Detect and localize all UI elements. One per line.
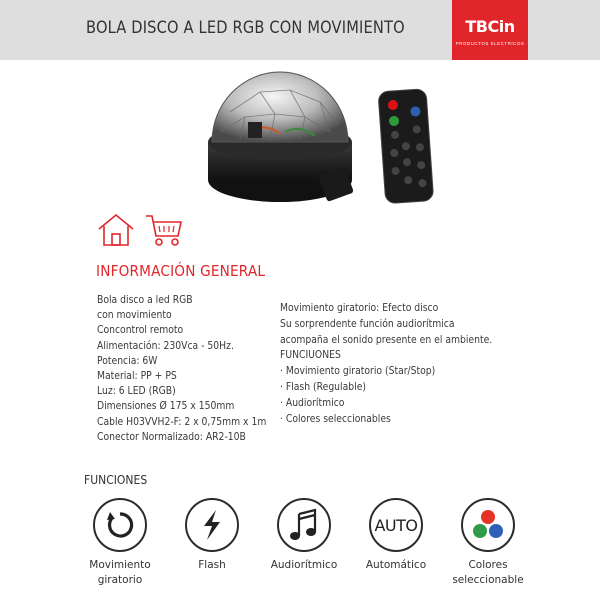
spec-line: Concontrol remoto [97, 324, 184, 337]
feature-label: Colores seleccionable [452, 559, 524, 586]
cart-icon [144, 212, 184, 248]
music-note-icon [277, 498, 331, 552]
header-bar [0, 0, 600, 60]
spec-line: Dimensiones Ø 175 x 150mm [97, 400, 235, 413]
spec-line: Alimentación: 230Vca - 50Hz. [97, 339, 234, 352]
description-line: · Flash (Regulable) [280, 380, 367, 393]
description-line: Su sorprendente función audiorítmica [280, 317, 455, 330]
spec-line: Bola disco a led RGB [97, 294, 193, 306]
description-line: · Movimiento giratorio (Star/Stop) [280, 365, 436, 378]
description-line: FUNCIUONES [280, 349, 341, 362]
feature-label: Movimiento giratorio [89, 559, 151, 586]
auto-icon [369, 498, 423, 552]
rotate-icon [93, 498, 147, 552]
feature-label: Automático [365, 559, 427, 571]
spec-line: Material: PP + PS [97, 370, 177, 383]
description-line: · Audiorítmico [280, 396, 345, 409]
section-title: INFORMACIÓN GENERAL [96, 262, 266, 280]
description-line: Movimiento giratorio: Efecto disco [280, 302, 439, 314]
feature-auto [346, 498, 446, 573]
spec-line: con movimiento [97, 309, 172, 322]
spec-line: Luz: 6 LED (RGB) [97, 385, 176, 398]
feature-rotation [70, 498, 170, 588]
flash-icon [185, 498, 239, 552]
product-image [190, 62, 450, 212]
logo-subtitle: PRODUCTOS ELECTRICOS [455, 41, 525, 46]
feature-label: Flash [198, 559, 226, 571]
page-title: BOLA DISCO A LED RGB CON MOVIMIENTO [86, 18, 405, 38]
description-line: · Colores seleccionables [280, 412, 391, 425]
description [280, 301, 540, 427]
functions-title: FUNCIONES [84, 473, 148, 487]
spec-line: Conector Normalizado: AR2-10B [97, 430, 246, 443]
feature-audio [254, 498, 354, 573]
brand-logo [452, 0, 528, 60]
rgb-colors-icon [461, 498, 515, 552]
feature-colors [438, 498, 538, 588]
description-line: acompaña el sonido presente en el ambiente. [280, 333, 493, 346]
logo-text: TBCin [465, 17, 515, 36]
house-icon [96, 212, 136, 248]
spec-list [97, 293, 277, 445]
feature-flash [162, 498, 262, 573]
feature-label: Audiorítmico [270, 559, 338, 571]
spec-line: Potencia: 6W [97, 354, 158, 367]
spec-line: Cable H03VVH2-F: 2 x 0,75mm x 1m [97, 415, 267, 428]
auto-icon-text: AUTO [374, 515, 418, 535]
